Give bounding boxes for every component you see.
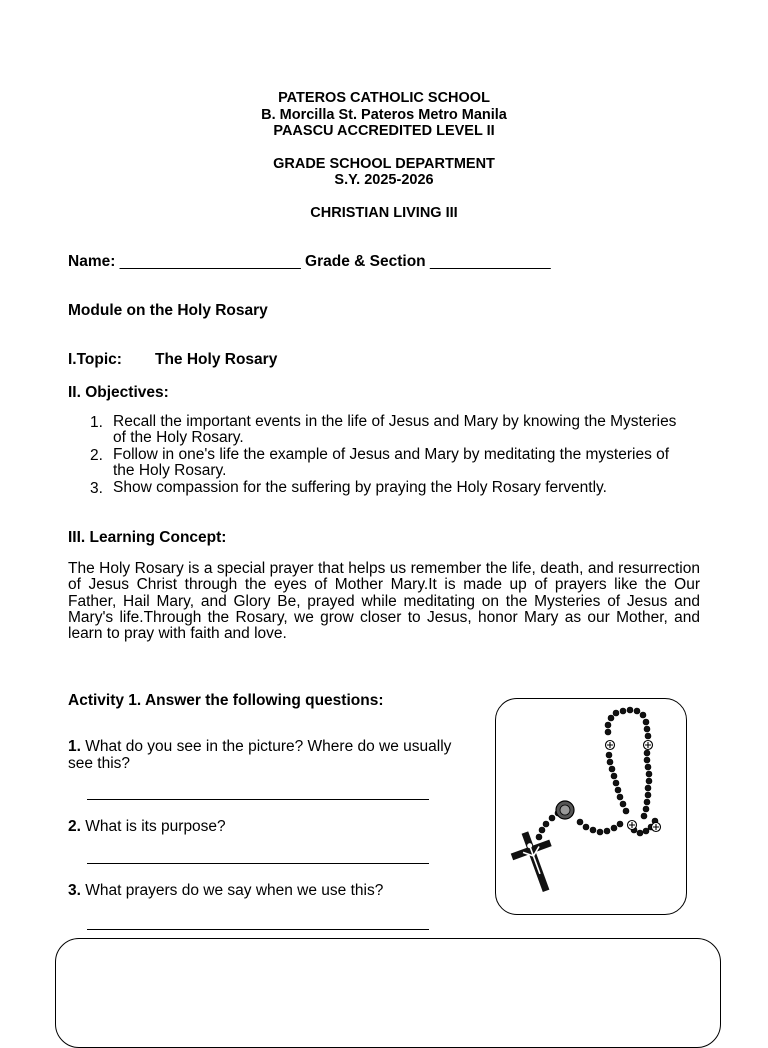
answer-box[interactable] [55,938,721,1048]
subject-title: CHRISTIAN LIVING III [310,205,458,221]
module-title: Module on the Holy Rosary [68,302,268,319]
learning-concept-text: The Holy Rosary is a special prayer that helps us remember the life, death, and resurrection of Jesus Christ through the eyes of Mother Mary.It is made up of prayers like the Our Father, Hail Mary, and Glory Be, prayed while meditating on the Mysteries of Jesus and Mary's life.Through the Rosary, we grow closer to Jesus, honor Mary as our Mother, and learn to pray with faith and love. [68,560,700,643]
question-number: 2. [68,818,81,835]
accreditation: PAASCU ACCREDITED LEVEL II [273,123,495,139]
objective-text: Show compassion for the suffering by praying the Holy Rosary fervently. [113,479,607,496]
school-address: B. Morcilla St. Pateros Metro Manila [261,107,507,123]
objective-text: Recall the important events in the life of Jesus and Mary by knowing the Mysteries of the Holy Rosary. [113,413,677,446]
question-text: What prayers do we say when we use this? [85,882,384,899]
name-line [68,253,551,271]
grade-section-label: Grade & Section [305,253,426,270]
grade-section-blank[interactable]: ______________ [429,253,551,270]
school-name: PATEROS CATHOLIC SCHOOL [278,90,490,106]
topic-value: The Holy Rosary [155,351,278,368]
rosary-image [496,699,685,913]
name-blank[interactable]: _____________________ [119,253,301,270]
objective-item [90,414,690,446]
name-label: Name: [68,253,116,270]
question-1 [68,738,468,772]
rosary-picture-frame [495,698,687,915]
question-2 [68,818,468,835]
activity-heading: Activity 1. Answer the following questions: [68,692,384,709]
question-number: 1. [68,738,81,755]
answer-line-2[interactable] [87,863,429,864]
answer-line-1[interactable] [87,799,429,800]
topic-label: I.Topic: [68,351,122,368]
department: GRADE SCHOOL DEPARTMENT [273,156,495,172]
objectives-heading: II. Objectives: [68,384,169,401]
question-number: 3. [68,882,81,899]
objective-item [90,447,690,479]
objective-number: 2. [90,447,103,464]
learning-concept-heading: III. Learning Concept: [68,529,227,546]
objective-number: 1. [90,414,103,431]
objective-number: 3. [90,480,103,497]
objective-text: Follow in one's life the example of Jesus and Mary by meditating the mysteries of the Holy Rosary. [113,446,670,479]
question-text: What do you see in the picture? Where do we usually see this? [68,738,452,772]
objective-item [90,480,690,496]
question-3 [68,882,468,899]
answer-line-3[interactable] [87,929,429,930]
school-year: S.Y. 2025-2026 [334,172,434,188]
question-text: What is its purpose? [85,818,226,835]
